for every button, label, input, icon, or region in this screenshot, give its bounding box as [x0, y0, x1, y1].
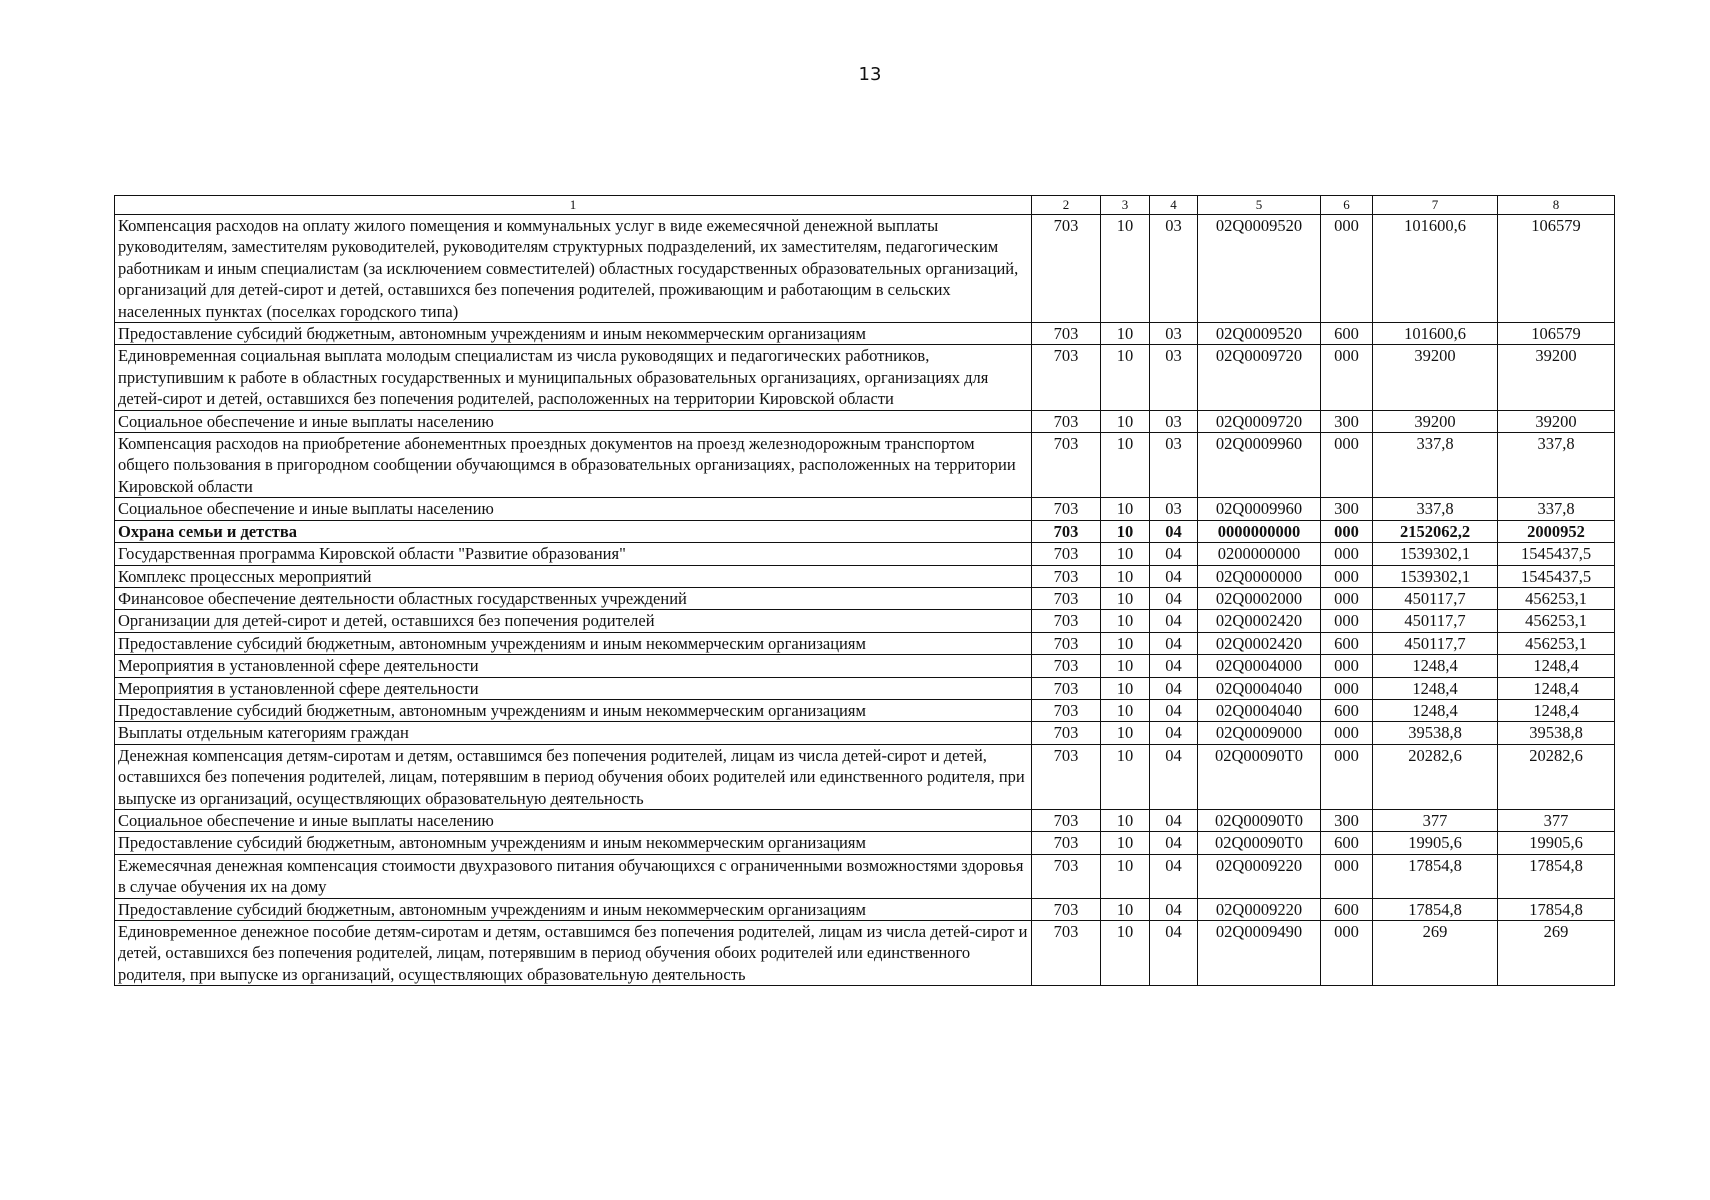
header-cell: 6	[1321, 196, 1373, 215]
table-row	[115, 854, 1615, 898]
section-cell: 703	[1032, 433, 1101, 498]
year-2-amount-cell: 1248,4	[1498, 699, 1615, 721]
row-name-cell: Социальное обеспечение и иные выплаты населению	[115, 410, 1032, 432]
year-2-amount-cell: 106579	[1498, 215, 1615, 323]
section-cell: 703	[1032, 699, 1101, 721]
section-cell: 703	[1032, 744, 1101, 809]
group-cell: 04	[1150, 632, 1198, 654]
year-2-amount-cell: 17854,8	[1498, 854, 1615, 898]
table-row	[115, 565, 1615, 587]
target-article-cell: 02Q0009000	[1198, 722, 1321, 744]
expense-type-cell: 600	[1321, 632, 1373, 654]
year-2-amount-cell: 337,8	[1498, 433, 1615, 498]
row-name-cell: Предоставление субсидий бюджетным, автономным учреждениям и иным некоммерческим организациям	[115, 898, 1032, 920]
table-row	[115, 433, 1615, 498]
table-row	[115, 898, 1615, 920]
table-row	[115, 722, 1615, 744]
table-row	[115, 655, 1615, 677]
section-cell: 703	[1032, 898, 1101, 920]
year-1-amount-cell: 450117,7	[1373, 587, 1498, 609]
group-cell: 03	[1150, 215, 1198, 323]
table-row	[115, 699, 1615, 721]
row-name-cell: Предоставление субсидий бюджетным, автономным учреждениям и иным некоммерческим организациям	[115, 632, 1032, 654]
expense-type-cell: 000	[1321, 345, 1373, 410]
year-1-amount-cell: 17854,8	[1373, 854, 1498, 898]
target-article-cell: 02Q0009490	[1198, 921, 1321, 986]
target-article-cell: 02Q0009220	[1198, 898, 1321, 920]
expense-type-cell: 000	[1321, 722, 1373, 744]
section-cell: 703	[1032, 655, 1101, 677]
year-1-amount-cell: 269	[1373, 921, 1498, 986]
target-article-cell: 02Q0004040	[1198, 677, 1321, 699]
subsection-cell: 10	[1101, 809, 1150, 831]
table-row	[115, 587, 1615, 609]
table-row	[115, 323, 1615, 345]
subsection-cell: 10	[1101, 610, 1150, 632]
expense-type-cell: 300	[1321, 498, 1373, 520]
group-cell: 04	[1150, 677, 1198, 699]
table-row	[115, 543, 1615, 565]
subsection-cell: 10	[1101, 587, 1150, 609]
group-cell: 04	[1150, 543, 1198, 565]
year-2-amount-cell: 19905,6	[1498, 832, 1615, 854]
subsection-cell: 10	[1101, 632, 1150, 654]
group-cell: 04	[1150, 587, 1198, 609]
expense-type-cell: 000	[1321, 215, 1373, 323]
row-name-cell: Единовременное денежное пособие детям-сиротам и детям, оставшимся без попечения родителей, лицам из числа детей-сирот и детей, оставшихся без попечения родителей, лицам, потерявшим в период обучения обоих родителей или единственного родителя, при выпуске из организаций, осуществляющих образовательную деятельность	[115, 921, 1032, 986]
target-article-cell: 02Q00090T0	[1198, 809, 1321, 831]
row-name-cell: Социальное обеспечение и иные выплаты населению	[115, 809, 1032, 831]
year-1-amount-cell: 1248,4	[1373, 699, 1498, 721]
section-cell: 703	[1032, 722, 1101, 744]
expense-type-cell: 300	[1321, 410, 1373, 432]
year-2-amount-cell: 20282,6	[1498, 744, 1615, 809]
subsection-cell: 10	[1101, 655, 1150, 677]
subsection-cell: 10	[1101, 323, 1150, 345]
subsection-cell: 10	[1101, 543, 1150, 565]
group-cell: 03	[1150, 498, 1198, 520]
group-cell: 04	[1150, 921, 1198, 986]
table-row	[115, 498, 1615, 520]
row-name-cell: Единовременная социальная выплата молодым специалистам из числа руководящих и педагогических работников, приступившим к работе в областных государственных и муниципальных образовательных организациях, организациях для детей-сирот и детей, оставшихся без попечения родителей, расположенных на территории Кировской области	[115, 345, 1032, 410]
group-cell: 03	[1150, 410, 1198, 432]
year-1-amount-cell: 1539302,1	[1373, 565, 1498, 587]
expense-type-cell: 000	[1321, 565, 1373, 587]
section-cell: 703	[1032, 215, 1101, 323]
table-row	[115, 345, 1615, 410]
section-cell: 703	[1032, 498, 1101, 520]
expense-type-cell: 000	[1321, 433, 1373, 498]
section-cell: 703	[1032, 520, 1101, 542]
year-2-amount-cell: 1248,4	[1498, 677, 1615, 699]
year-2-amount-cell: 106579	[1498, 323, 1615, 345]
subsection-cell: 10	[1101, 498, 1150, 520]
year-2-amount-cell: 39538,8	[1498, 722, 1615, 744]
header-cell: 1	[115, 196, 1032, 215]
section-cell: 703	[1032, 809, 1101, 831]
subsection-cell: 10	[1101, 677, 1150, 699]
table-row	[115, 410, 1615, 432]
target-article-cell: 02Q0009720	[1198, 345, 1321, 410]
row-name-cell: Комплекс процессных мероприятий	[115, 565, 1032, 587]
row-name-cell: Государственная программа Кировской области "Развитие образования"	[115, 543, 1032, 565]
target-article-cell: 0000000000	[1198, 520, 1321, 542]
year-1-amount-cell: 101600,6	[1373, 323, 1498, 345]
target-article-cell: 02Q00090T0	[1198, 832, 1321, 854]
header-cell: 5	[1198, 196, 1321, 215]
target-article-cell: 02Q00090T0	[1198, 744, 1321, 809]
expense-type-cell: 000	[1321, 520, 1373, 542]
table-row	[115, 215, 1615, 323]
group-cell: 04	[1150, 898, 1198, 920]
row-name-cell: Предоставление субсидий бюджетным, автономным учреждениям и иным некоммерческим организациям	[115, 832, 1032, 854]
expense-type-cell: 000	[1321, 854, 1373, 898]
year-1-amount-cell: 1248,4	[1373, 655, 1498, 677]
table-row	[115, 610, 1615, 632]
section-cell: 703	[1032, 565, 1101, 587]
year-1-amount-cell: 377	[1373, 809, 1498, 831]
subsection-cell: 10	[1101, 520, 1150, 542]
year-2-amount-cell: 377	[1498, 809, 1615, 831]
row-name-cell: Ежемесячная денежная компенсация стоимости двухразового питания обучающихся с ограниченными возможностями здоровья в случае обучения их на дому	[115, 854, 1032, 898]
expense-type-cell: 600	[1321, 699, 1373, 721]
section-cell: 703	[1032, 587, 1101, 609]
section-cell: 703	[1032, 345, 1101, 410]
row-name-cell: Предоставление субсидий бюджетным, автономным учреждениям и иным некоммерческим организациям	[115, 699, 1032, 721]
year-1-amount-cell: 1248,4	[1373, 677, 1498, 699]
year-1-amount-cell: 39200	[1373, 345, 1498, 410]
target-article-cell: 02Q0009520	[1198, 323, 1321, 345]
group-cell: 03	[1150, 323, 1198, 345]
year-1-amount-cell: 39200	[1373, 410, 1498, 432]
subsection-cell: 10	[1101, 744, 1150, 809]
section-cell: 703	[1032, 323, 1101, 345]
row-name-cell: Охрана семьи и детства	[115, 520, 1032, 542]
year-2-amount-cell: 39200	[1498, 410, 1615, 432]
group-cell: 04	[1150, 854, 1198, 898]
target-article-cell: 02Q0002000	[1198, 587, 1321, 609]
table-row	[115, 809, 1615, 831]
year-1-amount-cell: 2152062,2	[1373, 520, 1498, 542]
year-2-amount-cell: 456253,1	[1498, 587, 1615, 609]
row-name-cell: Компенсация расходов на приобретение абонементных проездных документов на проезд железнодорожным транспортом общего пользования в пригородном сообщении обучающимся в образовательных организациях, расположенных на территории Кировской области	[115, 433, 1032, 498]
group-cell: 04	[1150, 832, 1198, 854]
year-2-amount-cell: 456253,1	[1498, 610, 1615, 632]
subsection-cell: 10	[1101, 410, 1150, 432]
expense-type-cell: 600	[1321, 898, 1373, 920]
year-2-amount-cell: 1545437,5	[1498, 565, 1615, 587]
header-cell: 4	[1150, 196, 1198, 215]
section-cell: 703	[1032, 543, 1101, 565]
header-cell: 3	[1101, 196, 1150, 215]
target-article-cell: 0200000000	[1198, 543, 1321, 565]
expense-type-cell: 300	[1321, 809, 1373, 831]
target-article-cell: 02Q0002420	[1198, 632, 1321, 654]
group-cell: 04	[1150, 744, 1198, 809]
section-cell: 703	[1032, 677, 1101, 699]
group-cell: 04	[1150, 610, 1198, 632]
year-2-amount-cell: 2000952	[1498, 520, 1615, 542]
year-2-amount-cell: 1545437,5	[1498, 543, 1615, 565]
year-2-amount-cell: 337,8	[1498, 498, 1615, 520]
group-cell: 04	[1150, 520, 1198, 542]
year-1-amount-cell: 20282,6	[1373, 744, 1498, 809]
target-article-cell: 02Q0000000	[1198, 565, 1321, 587]
group-cell: 03	[1150, 345, 1198, 410]
subsection-cell: 10	[1101, 854, 1150, 898]
subsection-cell: 10	[1101, 699, 1150, 721]
section-cell: 703	[1032, 610, 1101, 632]
header-cell: 2	[1032, 196, 1101, 215]
year-1-amount-cell: 17854,8	[1373, 898, 1498, 920]
year-2-amount-cell: 39200	[1498, 345, 1615, 410]
header-cell: 7	[1373, 196, 1498, 215]
table-row	[115, 832, 1615, 854]
table-row	[115, 520, 1615, 542]
year-1-amount-cell: 450117,7	[1373, 632, 1498, 654]
year-1-amount-cell: 101600,6	[1373, 215, 1498, 323]
row-name-cell: Выплаты отдельным категориям граждан	[115, 722, 1032, 744]
subsection-cell: 10	[1101, 215, 1150, 323]
row-name-cell: Финансовое обеспечение деятельности областных государственных учреждений	[115, 587, 1032, 609]
row-name-cell: Компенсация расходов на оплату жилого помещения и коммунальных услуг в виде ежемесячной денежной выплаты руководителям, заместителям руководителей, руководителям структурных подразделений, их заместителям, педагогическим работникам и иным специалистам (за исключением совместителей) областных государственных образовательных организаций, организаций для детей-сирот и детей, оставшихся без попечения родителей, проживающим и работающим в сельских населенных пунктах (поселках городского типа)	[115, 215, 1032, 323]
row-name-cell: Социальное обеспечение и иные выплаты населению	[115, 498, 1032, 520]
target-article-cell: 02Q0009720	[1198, 410, 1321, 432]
expense-type-cell: 000	[1321, 655, 1373, 677]
expense-type-cell: 000	[1321, 610, 1373, 632]
year-1-amount-cell: 450117,7	[1373, 610, 1498, 632]
expense-type-cell: 000	[1321, 921, 1373, 986]
target-article-cell: 02Q0009220	[1198, 854, 1321, 898]
subsection-cell: 10	[1101, 345, 1150, 410]
section-cell: 703	[1032, 632, 1101, 654]
row-name-cell: Предоставление субсидий бюджетным, автономным учреждениям и иным некоммерческим организациям	[115, 323, 1032, 345]
table-row	[115, 744, 1615, 809]
subsection-cell: 10	[1101, 722, 1150, 744]
year-2-amount-cell: 456253,1	[1498, 632, 1615, 654]
expense-type-cell: 000	[1321, 543, 1373, 565]
header-cell: 8	[1498, 196, 1615, 215]
subsection-cell: 10	[1101, 565, 1150, 587]
target-article-cell: 02Q0009960	[1198, 498, 1321, 520]
expense-type-cell: 600	[1321, 323, 1373, 345]
expense-type-cell: 000	[1321, 677, 1373, 699]
row-name-cell: Организации для детей-сирот и детей, оставшихся без попечения родителей	[115, 610, 1032, 632]
target-article-cell: 02Q0002420	[1198, 610, 1321, 632]
section-cell: 703	[1032, 410, 1101, 432]
page-number: 13	[858, 64, 882, 85]
group-cell: 04	[1150, 722, 1198, 744]
target-article-cell: 02Q0004040	[1198, 699, 1321, 721]
header-row	[115, 196, 1615, 215]
target-article-cell: 02Q0004000	[1198, 655, 1321, 677]
row-name-cell: Мероприятия в установленной сфере деятельности	[115, 655, 1032, 677]
group-cell: 04	[1150, 655, 1198, 677]
table-row	[115, 677, 1615, 699]
subsection-cell: 10	[1101, 898, 1150, 920]
budget-table	[114, 195, 1615, 986]
row-name-cell: Денежная компенсация детям-сиротам и детям, оставшимся без попечения родителей, лицам из числа детей-сирот и детей, оставшихся без попечения родителей, лицам, потерявшим в период обучения обоих родителей или единственного родителя, при выпуске из организаций, осуществляющих образовательную деятельность	[115, 744, 1032, 809]
year-2-amount-cell: 269	[1498, 921, 1615, 986]
section-cell: 703	[1032, 832, 1101, 854]
subsection-cell: 10	[1101, 921, 1150, 986]
section-cell: 703	[1032, 921, 1101, 986]
year-2-amount-cell: 17854,8	[1498, 898, 1615, 920]
group-cell: 04	[1150, 809, 1198, 831]
subsection-cell: 10	[1101, 433, 1150, 498]
table-row	[115, 632, 1615, 654]
year-1-amount-cell: 39538,8	[1373, 722, 1498, 744]
year-1-amount-cell: 337,8	[1373, 498, 1498, 520]
row-name-cell: Мероприятия в установленной сфере деятельности	[115, 677, 1032, 699]
target-article-cell: 02Q0009960	[1198, 433, 1321, 498]
subsection-cell: 10	[1101, 832, 1150, 854]
year-1-amount-cell: 19905,6	[1373, 832, 1498, 854]
year-1-amount-cell: 1539302,1	[1373, 543, 1498, 565]
group-cell: 04	[1150, 699, 1198, 721]
table-row	[115, 921, 1615, 986]
section-cell: 703	[1032, 854, 1101, 898]
year-2-amount-cell: 1248,4	[1498, 655, 1615, 677]
group-cell: 03	[1150, 433, 1198, 498]
target-article-cell: 02Q0009520	[1198, 215, 1321, 323]
expense-type-cell: 000	[1321, 744, 1373, 809]
expense-type-cell: 600	[1321, 832, 1373, 854]
year-1-amount-cell: 337,8	[1373, 433, 1498, 498]
group-cell: 04	[1150, 565, 1198, 587]
expense-type-cell: 000	[1321, 587, 1373, 609]
